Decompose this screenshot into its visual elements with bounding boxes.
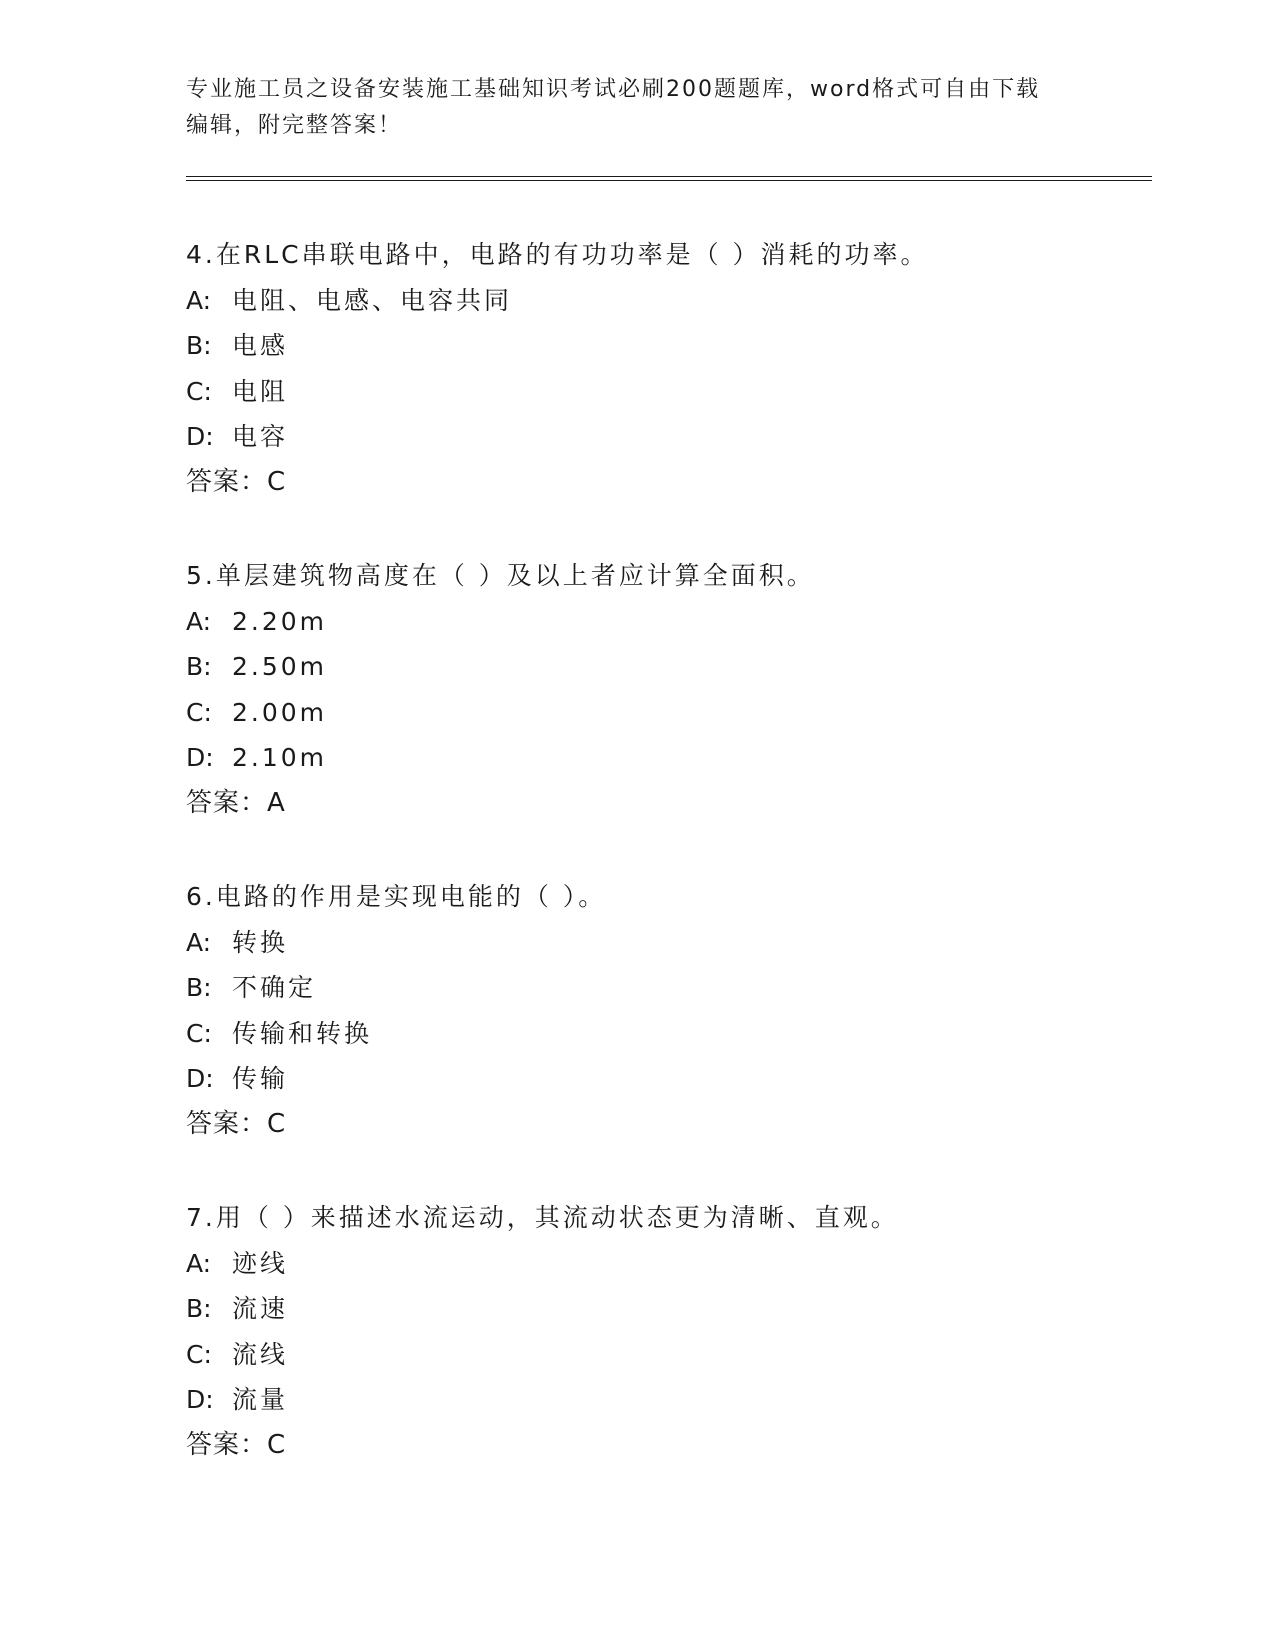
option-text: 流量 [232, 1385, 289, 1414]
option-text: 流线 [232, 1339, 289, 1369]
question-stem: 6.电路的作用是实现电能的（ ）。 [186, 882, 607, 911]
header-divider [186, 176, 1152, 181]
question-item [186, 1195, 1152, 1468]
option-text: 2.10m [232, 743, 328, 772]
header-title-line-1: 专业施工员之设备安装施工基础知识考试必刷200题题库，word格式可自由下载 [186, 77, 1041, 102]
question-item [186, 232, 1152, 505]
option-text: 电阻 [232, 376, 289, 406]
question-option-a [186, 599, 1152, 645]
option-text: 2.50m [232, 652, 328, 681]
question-answer: 答案：C [186, 1429, 287, 1460]
question-answer: 答案：A [186, 787, 286, 818]
question-answer: 答案：C [186, 466, 287, 497]
question-option-c [186, 369, 1152, 415]
question-option-a [186, 1241, 1152, 1287]
option-letter: B: [186, 331, 212, 360]
option-letter: A: [186, 1248, 212, 1278]
question-option-d [186, 1056, 1152, 1102]
option-letter: D: [186, 422, 214, 451]
question-option-a [186, 920, 1152, 966]
header-title-line-2: 编辑，附完整答案！ [186, 113, 403, 138]
option-text: 转换 [232, 927, 289, 957]
option-text: 流速 [232, 1294, 289, 1323]
question-item [186, 874, 1152, 1147]
question-option-c [186, 1332, 1152, 1378]
question-option-d [186, 735, 1152, 781]
option-text: 2.20m [232, 606, 328, 636]
question-option-b [186, 644, 1152, 690]
question-option-b [186, 1286, 1152, 1332]
option-letter: C: [186, 697, 212, 727]
question-option-d [186, 1377, 1152, 1423]
option-text: 电感 [232, 331, 289, 360]
question-option-c [186, 690, 1152, 736]
option-text: 迹线 [232, 1248, 289, 1278]
question-stem: 7.用（ ）来描述水流运动，其流动状态更为清晰、直观。 [186, 1203, 899, 1232]
question-option-b [186, 323, 1152, 369]
option-letter: A: [186, 927, 212, 957]
option-letter: B: [186, 652, 212, 681]
option-letter: D: [186, 743, 214, 772]
page-header [186, 72, 1086, 144]
question-option-b [186, 965, 1152, 1011]
question-stem: 4.在RLC串联电路中，电路的有功功率是（ ）消耗的功率。 [186, 240, 929, 269]
option-letter: B: [186, 1294, 212, 1323]
option-text: 传输和转换 [232, 1018, 373, 1048]
option-text: 2.00m [232, 697, 328, 727]
question-answer: 答案：C [186, 1108, 287, 1139]
option-letter: C: [186, 1018, 212, 1048]
question-stem: 5.单层建筑物高度在（ ）及以上者应计算全面积。 [186, 561, 815, 590]
question-option-c [186, 1011, 1152, 1057]
option-text: 电容 [232, 422, 289, 451]
option-letter: D: [186, 1064, 214, 1093]
option-letter: B: [186, 973, 212, 1002]
question-option-d [186, 414, 1152, 460]
option-letter: A: [186, 285, 212, 315]
option-letter: C: [186, 376, 212, 406]
option-letter: C: [186, 1339, 212, 1369]
question-list [186, 232, 1152, 1516]
option-text: 不确定 [232, 973, 317, 1002]
option-letter: A: [186, 606, 212, 636]
question-option-a [186, 278, 1152, 324]
question-item [186, 553, 1152, 826]
option-letter: D: [186, 1385, 214, 1414]
option-text: 传输 [232, 1064, 289, 1093]
option-text: 电阻、电感、电容共同 [232, 285, 513, 315]
